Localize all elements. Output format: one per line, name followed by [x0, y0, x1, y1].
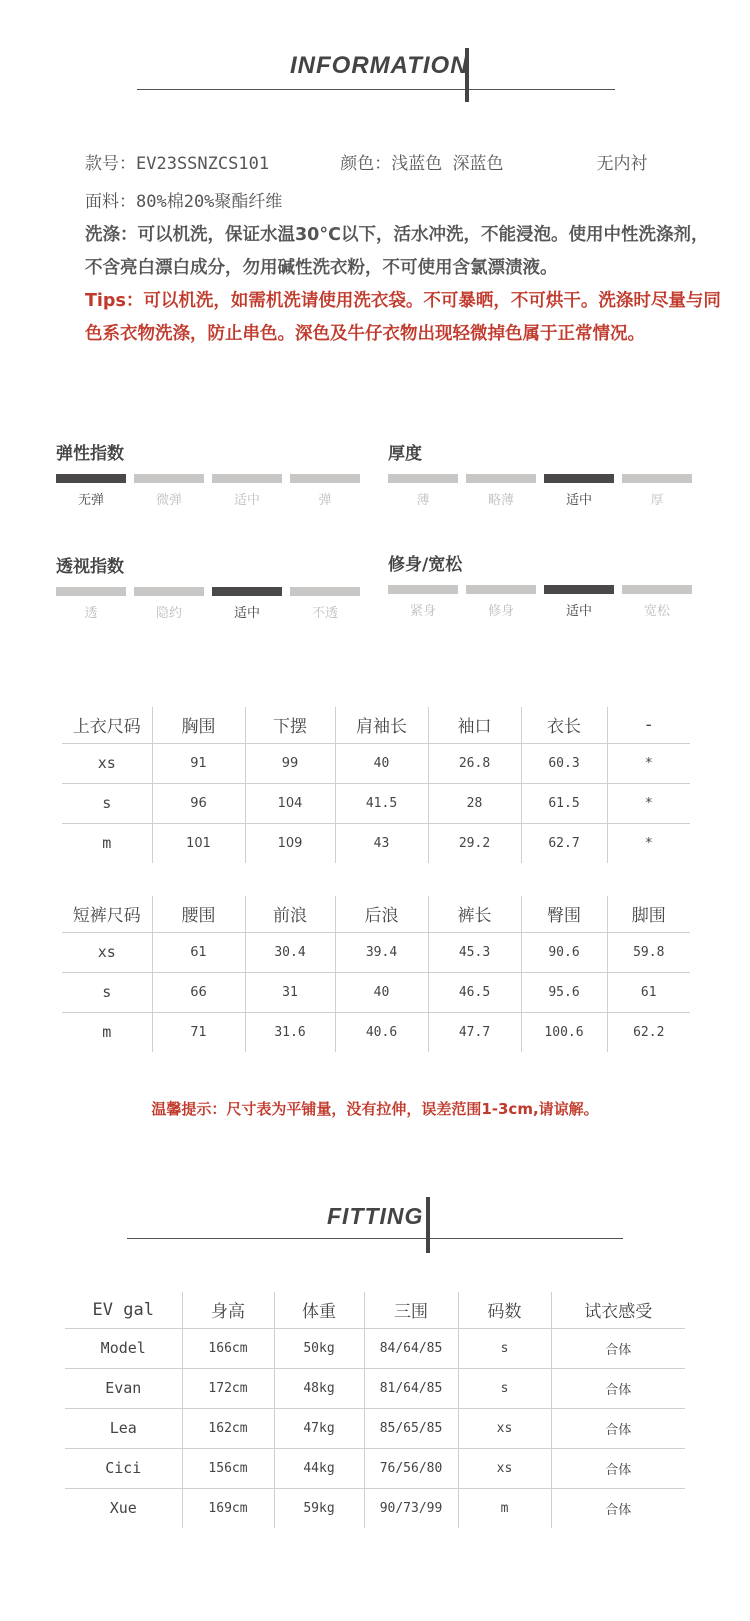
gauge-segment [622, 585, 692, 594]
fitting-header [0, 1195, 750, 1255]
gauge-label: 适中 [233, 606, 260, 621]
table-cell: 30.4 [245, 932, 335, 972]
table-cell: 76/56/80 [364, 1448, 458, 1488]
table-cell: 61 [152, 932, 245, 972]
gauge-transparency [56, 555, 366, 621]
table-row [62, 783, 690, 823]
table-cell: 71 [152, 1012, 245, 1052]
table-row [65, 1408, 685, 1448]
table-cell: s [62, 783, 152, 823]
gauge-bars [56, 587, 366, 596]
table-cell: 48kg [274, 1368, 364, 1408]
table-cell: 104 [245, 783, 335, 823]
table-row [65, 1328, 685, 1368]
table-header-row [65, 1292, 685, 1328]
table-row [62, 1012, 690, 1052]
gauge-segment [134, 474, 204, 483]
gauge-title: 修身/宽松 [388, 555, 463, 575]
gauge-label: 紧身 [409, 604, 436, 619]
table-cell: 43 [335, 823, 428, 863]
fitting-title: FITTING [327, 1203, 424, 1229]
table-cell: 41.5 [335, 783, 428, 823]
table-cell: s [62, 972, 152, 1012]
table-cell: 26.8 [428, 743, 521, 783]
information-title: INFORMATION [290, 52, 469, 79]
table-cell: 109 [245, 823, 335, 863]
table-cell: 合体 [551, 1448, 685, 1488]
table-header: 下摆 [245, 707, 335, 743]
shorts-size-table [62, 896, 690, 1052]
gauge-segment [388, 474, 458, 483]
table-cell: 47.7 [428, 1012, 521, 1052]
table-cell: 62.2 [607, 1012, 690, 1052]
table-cell: 62.7 [521, 823, 607, 863]
table-header: 裤长 [428, 896, 521, 932]
table-header: 胸围 [152, 707, 245, 743]
table-cell: 45.3 [428, 932, 521, 972]
gauge-segment [212, 587, 282, 596]
gauge-label: 透 [84, 606, 98, 621]
header-accent-bar [426, 1197, 430, 1253]
table-cell: xs [458, 1448, 551, 1488]
gauge-label: 弹 [318, 493, 332, 508]
table-cell: 172cm [182, 1368, 274, 1408]
table-cell: 66 [152, 972, 245, 1012]
table-cell: * [607, 783, 690, 823]
gauge-title: 透视指数 [56, 557, 124, 577]
table-row [62, 972, 690, 1012]
gauge-label: 微弹 [155, 493, 182, 508]
table-cell: s [458, 1368, 551, 1408]
top-size-table [62, 707, 690, 863]
table-header: 上衣尺码 [62, 707, 152, 743]
table-cell: 合体 [551, 1328, 685, 1368]
table-cell: 31.6 [245, 1012, 335, 1052]
table-cell: 169cm [182, 1488, 274, 1528]
table-cell: xs [62, 743, 152, 783]
table-cell: 40 [335, 972, 428, 1012]
gauge-title: 厚度 [388, 444, 422, 464]
table-row [62, 743, 690, 783]
table-header: 体重 [274, 1292, 364, 1328]
gauge-segment [290, 587, 360, 596]
header-rule [137, 89, 615, 90]
table-header: 身高 [182, 1292, 274, 1328]
table-cell: 28 [428, 783, 521, 823]
table-cell: 96 [152, 783, 245, 823]
gauge-segment [290, 474, 360, 483]
size-notice: 温馨提示：尺寸表为平铺量，没有拉伸，误差范围1-3cm,请谅解。 [151, 1100, 599, 1118]
table-cell: s [458, 1328, 551, 1368]
gauge-title: 弹性指数 [56, 444, 124, 464]
gauge-fit [388, 553, 698, 619]
gauge-label: 厚 [650, 493, 664, 508]
product-info [85, 148, 725, 351]
table-row [62, 823, 690, 863]
table-cell: 39.4 [335, 932, 428, 972]
table-cell: 90.6 [521, 932, 607, 972]
gauge-label: 宽松 [643, 604, 670, 619]
table-cell: 60.3 [521, 743, 607, 783]
table-cell: 29.2 [428, 823, 521, 863]
lining-info: 无内衬 [596, 154, 648, 174]
table-row [65, 1488, 685, 1528]
gauge-label: 适中 [565, 493, 592, 508]
table-header: EV gal [65, 1292, 182, 1328]
table-row [65, 1368, 685, 1408]
gauge-segment [212, 474, 282, 483]
information-header [0, 45, 750, 105]
table-cell: m [102, 1023, 112, 1042]
table-cell: 85/65/85 [364, 1408, 458, 1448]
gauge-label: 适中 [233, 493, 260, 508]
gauge-label: 无弹 [77, 493, 104, 508]
table-cell: 100.6 [521, 1012, 607, 1052]
gauge-bars [388, 474, 698, 483]
table-cell: 95.6 [521, 972, 607, 1012]
table-cell: m [458, 1488, 551, 1528]
table-cell: 合体 [551, 1488, 685, 1528]
header-rule [127, 1238, 623, 1239]
table-header: 肩袖长 [335, 707, 428, 743]
gauge-bars [388, 585, 698, 594]
table-cell: 59.8 [607, 932, 690, 972]
table-header: 脚围 [607, 896, 690, 932]
table-cell: 90/73/99 [364, 1488, 458, 1528]
table-header: 码数 [458, 1292, 551, 1328]
table-cell: 40 [335, 743, 428, 783]
gauge-label: 薄 [416, 493, 430, 508]
care-tips: Tips：可以机洗，如需机洗请使用洗衣袋。不可暴晒，不可烘干。洗涤时尽量与同色系衣物洗涤，防止串色。深色及牛仔衣物出现轻微掉色属于正常情况。 [85, 291, 721, 344]
table-header: 袖口 [428, 707, 521, 743]
table-cell: Model [65, 1328, 182, 1368]
table-header: 前浪 [245, 896, 335, 932]
style-number: 款号：EV23SSNZCS101 [85, 154, 270, 174]
gauge-segment [544, 585, 614, 594]
gauge-label: 适中 [565, 604, 592, 619]
gauge-segment [56, 474, 126, 483]
table-cell: * [607, 823, 690, 863]
gauge-thickness [388, 442, 698, 508]
color-info: 颜色：浅蓝色 深蓝色 [340, 154, 504, 174]
table-cell: 166cm [182, 1328, 274, 1368]
table-cell: 81/64/85 [364, 1368, 458, 1408]
table-cell: 46.5 [428, 972, 521, 1012]
table-cell: 44kg [274, 1448, 364, 1488]
table-cell: 59kg [274, 1488, 364, 1528]
table-cell: 101 [152, 823, 245, 863]
info-first-row [85, 148, 725, 181]
table-cell: Xue [109, 1499, 137, 1518]
table-cell: 84/64/85 [364, 1328, 458, 1368]
fitting-table [65, 1292, 685, 1528]
table-cell: 61.5 [521, 783, 607, 823]
table-cell: 162cm [182, 1408, 274, 1448]
gauge-label: 修身 [487, 604, 514, 619]
gauge-elasticity [56, 442, 366, 508]
gauge-segment [134, 587, 204, 596]
gauge-label: 略薄 [487, 493, 514, 508]
table-header: 衣长 [521, 707, 607, 743]
table-header: 后浪 [335, 896, 428, 932]
table-cell: 合体 [551, 1408, 685, 1448]
table-header-row [62, 707, 690, 743]
wash-instructions: 洗涤：可以机洗，保证水温30°C以下，活水冲洗，不能浸泡。使用中性洗涤剂，不含亮白漂白成分，勿用碱性洗衣粉，不可使用含氯漂渍液。 [85, 225, 709, 278]
table-header: 试衣感受 [551, 1292, 685, 1328]
table-header: 腰围 [152, 896, 245, 932]
gauge-label: 不透 [311, 606, 338, 621]
table-cell: 40.6 [335, 1012, 428, 1052]
gauge-segment [56, 587, 126, 596]
table-cell: 47kg [274, 1408, 364, 1448]
table-header: 臀围 [521, 896, 607, 932]
table-header-row [62, 896, 690, 932]
gauge-labels [388, 489, 698, 508]
table-row [62, 932, 690, 972]
table-cell: xs [62, 932, 152, 972]
table-cell: * [607, 743, 690, 783]
gauge-labels [56, 489, 366, 508]
gauge-labels [56, 602, 366, 621]
table-cell: m [102, 834, 112, 853]
gauge-segment [544, 474, 614, 483]
gauge-segment [388, 585, 458, 594]
table-cell: Evan [65, 1368, 182, 1408]
table-header: - [607, 707, 690, 743]
table-cell: 31 [245, 972, 335, 1012]
table-cell: xs [458, 1408, 551, 1448]
table-cell: 61 [607, 972, 690, 1012]
table-header: 三围 [364, 1292, 458, 1328]
table-cell: 50kg [274, 1328, 364, 1368]
table-cell: Lea [65, 1408, 182, 1448]
gauge-segment [622, 474, 692, 483]
table-header: 短裤尺码 [62, 896, 152, 932]
table-cell: 91 [152, 743, 245, 783]
table-cell: 156cm [182, 1448, 274, 1488]
gauge-labels [388, 600, 698, 619]
gauge-label: 隐约 [155, 606, 182, 621]
table-cell: 合体 [551, 1368, 685, 1408]
gauge-segment [466, 585, 536, 594]
table-row [65, 1448, 685, 1488]
gauge-segment [466, 474, 536, 483]
table-cell: Cici [65, 1448, 182, 1488]
fabric-info: 面料：80%棉20%聚酯纤维 [85, 192, 283, 212]
gauge-bars [56, 474, 366, 483]
table-cell: 99 [245, 743, 335, 783]
